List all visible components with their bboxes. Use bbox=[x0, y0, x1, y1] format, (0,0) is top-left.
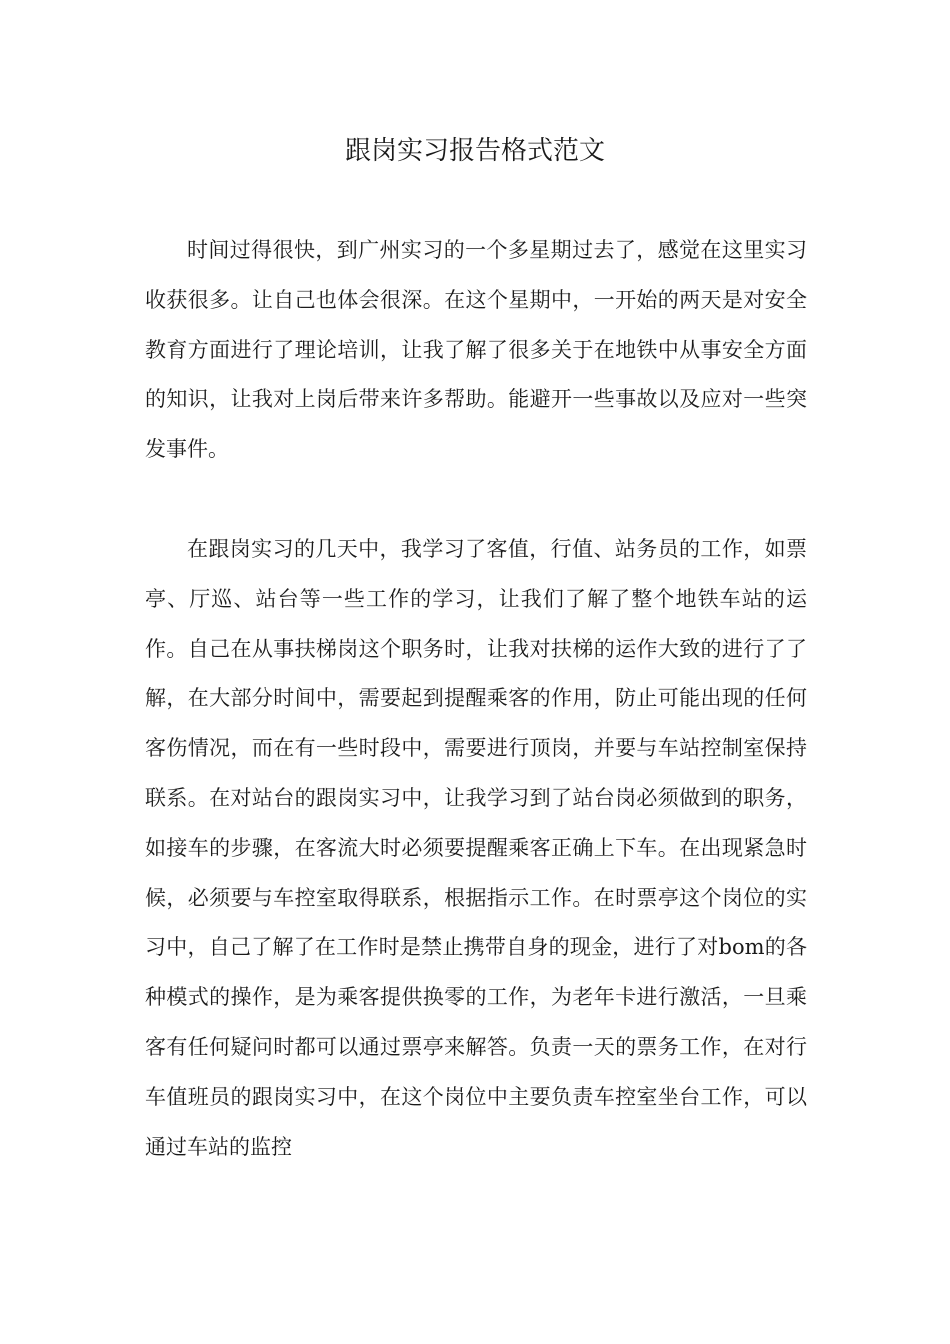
document-title: 跟岗实习报告格式范文 bbox=[344, 136, 605, 166]
paragraph-1: 时间过得很快，到广州实习的一个多星期过去了，感觉在这里实习收获很多。让自己也体会很深。在这个星期中，一开始的两天是对安全教育方面进行了理论培训，让我了解了很多关于在地铁中从事安全方面的知识，让我对上岗后带来许多帮助。能避开一些事故以及应对一些突发事件。 bbox=[145, 238, 807, 462]
paragraph-2: 在跟岗实习的几天中，我学习了客值，行值、站务员的工作，如票亭、厅巡、站台等一些工作的学习，让我们了解了整个地铁车站的运作。自己在从事扶梯岗这个职务时，让我对扶梯的运作大致的进行了了解，在大部分时间中，需要起到提醒乘客的作用，防止可能出现的任何客伤情况，而在有一些时段中，需要进行顶岗，并要与车站控制室保持联系。在对站台的跟岗实习中，让我学习到了站台岗必须做到的职务，如接车的步骤，在客流大时必须要提醒乘客正确上下车。在出现紧急时候，必须要与车控室取得联系，根据指示工作。在时票亭这个岗位的实习中，自己了解了在工作时是禁止携带自身的现金，进行了对bom的各种模式的操作，是为乘客提供换零的工作，为老年卡进行激活，一旦乘客有任何疑问时都可以通过票亭来解答。负责一天的票务工作，在对行车值班员的跟岗实习中，在这个岗位中主要负责车控室坐台工作，可以通过车站的监控 bbox=[145, 537, 807, 1159]
